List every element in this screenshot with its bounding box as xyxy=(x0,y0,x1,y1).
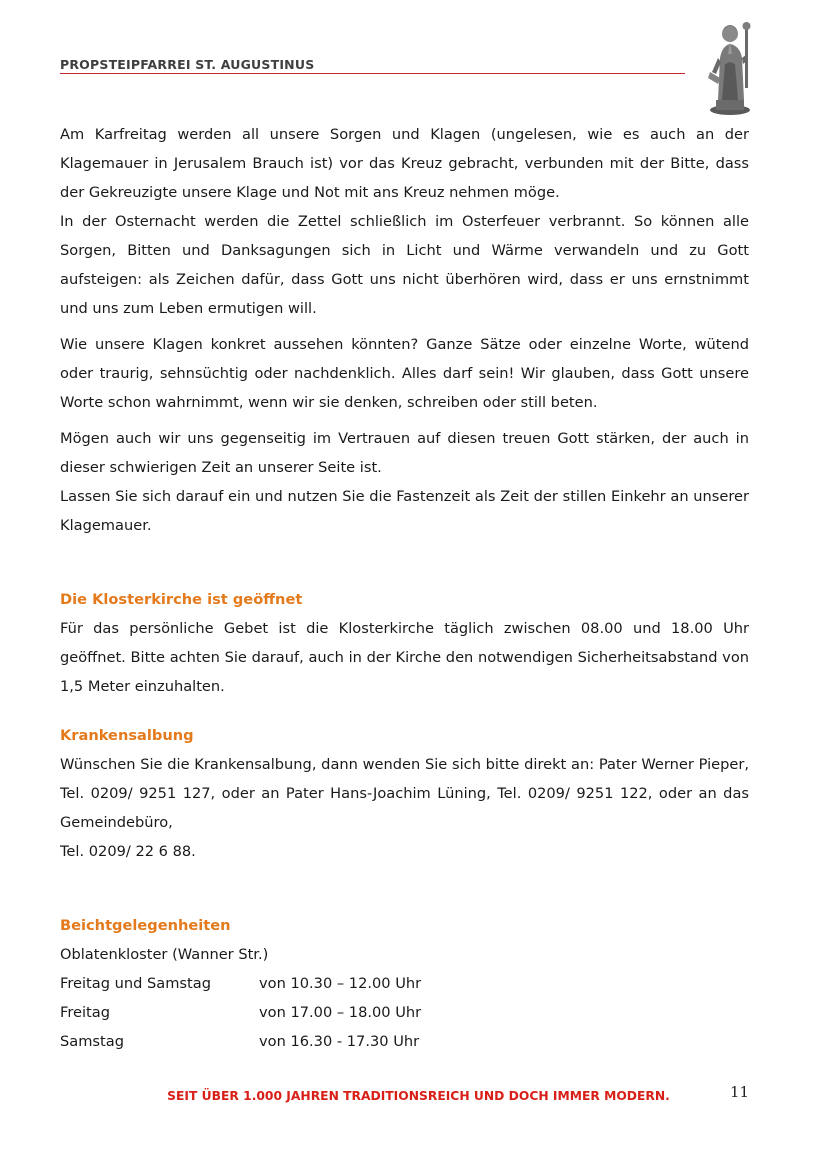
klosterkirche-section xyxy=(60,585,749,701)
intro-paragraph-5: Lassen Sie sich darauf ein und nutzen Sie die Fastenzeit als Zeit der stillen Einkehr an unserer Klagemauer. xyxy=(60,488,749,534)
footer-motto-text: SEIT ÜBER 1.000 JAHREN TRADITIONSREICH UND DOCH IMMER MODERN. xyxy=(167,1089,670,1103)
page-number: 11 xyxy=(730,1083,750,1101)
schedule-day: Freitag xyxy=(60,1004,110,1021)
schedule-day: Freitag und Samstag xyxy=(60,975,211,992)
main-content xyxy=(60,120,749,1056)
footer-motto xyxy=(0,1089,827,1103)
beicht-location: Oblatenkloster (Wanner Str.) xyxy=(60,946,269,963)
parish-title: PROPSTEIPFARREI ST. AUGUSTINUS xyxy=(60,57,315,72)
saint-statue-icon xyxy=(700,14,760,116)
intro-paragraph-4: Mögen auch wir uns gegenseitig im Vertrauen auf diesen treuen Gott stärken, der auch in dieser schwierigen Zeit an unserer Seite ist. xyxy=(60,430,749,476)
krankensalbung-section xyxy=(60,721,749,866)
klosterkirche-heading: Die Klosterkirche ist geöffnet xyxy=(60,591,303,608)
schedule-row xyxy=(60,998,749,1027)
klosterkirche-text: Für das persönliche Gebet ist die Klosterkirche täglich zwischen 08.00 und 18.00 Uhr geöffnet. Bitte achten Sie darauf, auch in der Kirche den notwendigen Sicherheitsabstand von 1,5 Meter einzuhalten. xyxy=(60,620,749,695)
beicht-section xyxy=(60,911,749,1056)
intro-paragraph-2: In der Osternacht werden die Zettel schließlich im Osterfeuer verbrannt. So können alle Sorgen, Bitten und Danksagungen sich in Licht und Wärme verwandeln und zu Gott aufsteigen: als Zeichen dafür, dass Gott uns nicht überhören wird, dass er uns ernstnimmt und uns zum Leben ermutigen will. xyxy=(60,213,749,317)
header-divider xyxy=(60,73,685,74)
schedule-row xyxy=(60,969,749,998)
intro-paragraph-3: Wie unsere Klagen konkret aussehen könnten? Ganze Sätze oder einzelne Worte, wütend oder traurig, sehnsüchtig oder nachdenklich. Alles darf sein! Wir glauben, dass Gott unsere Worte schon wahrnimmt, wenn wir sie denken, schreiben oder still beten. xyxy=(60,336,749,411)
krankensalbung-text: Wünschen Sie die Krankensalbung, dann wenden Sie sich bitte direkt an: Pater Werner Pieper, Tel. 0209/ 9251 127, oder an Pater Hans-Joachim Lüning, Tel. 0209/ 9251 122, oder an das Gemeindebüro, xyxy=(60,756,749,831)
schedule-time: von 10.30 – 12.00 Uhr xyxy=(259,975,422,992)
intro-paragraph-1: Am Karfreitag werden all unsere Sorgen und Klagen (ungelesen, wie es auch an der Klagemauer in Jerusalem Brauch ist) vor das Kreuz gebracht, verbunden mit der Bitte, dass der Gekreuzigte unsere Klage und Not mit ans Kreuz nehmen möge. xyxy=(60,126,749,201)
beicht-heading: Beichtgelegenheiten xyxy=(60,917,231,934)
schedule-time: von 16.30 - 17.30 Uhr xyxy=(259,1033,420,1050)
krankensalbung-heading: Krankensalbung xyxy=(60,727,194,744)
schedule-row xyxy=(60,1027,749,1056)
schedule-day: Samstag xyxy=(60,1033,124,1050)
schedule-time: von 17.00 – 18.00 Uhr xyxy=(259,1004,422,1021)
krankensalbung-phone: Tel. 0209/ 22 6 88. xyxy=(60,843,196,860)
